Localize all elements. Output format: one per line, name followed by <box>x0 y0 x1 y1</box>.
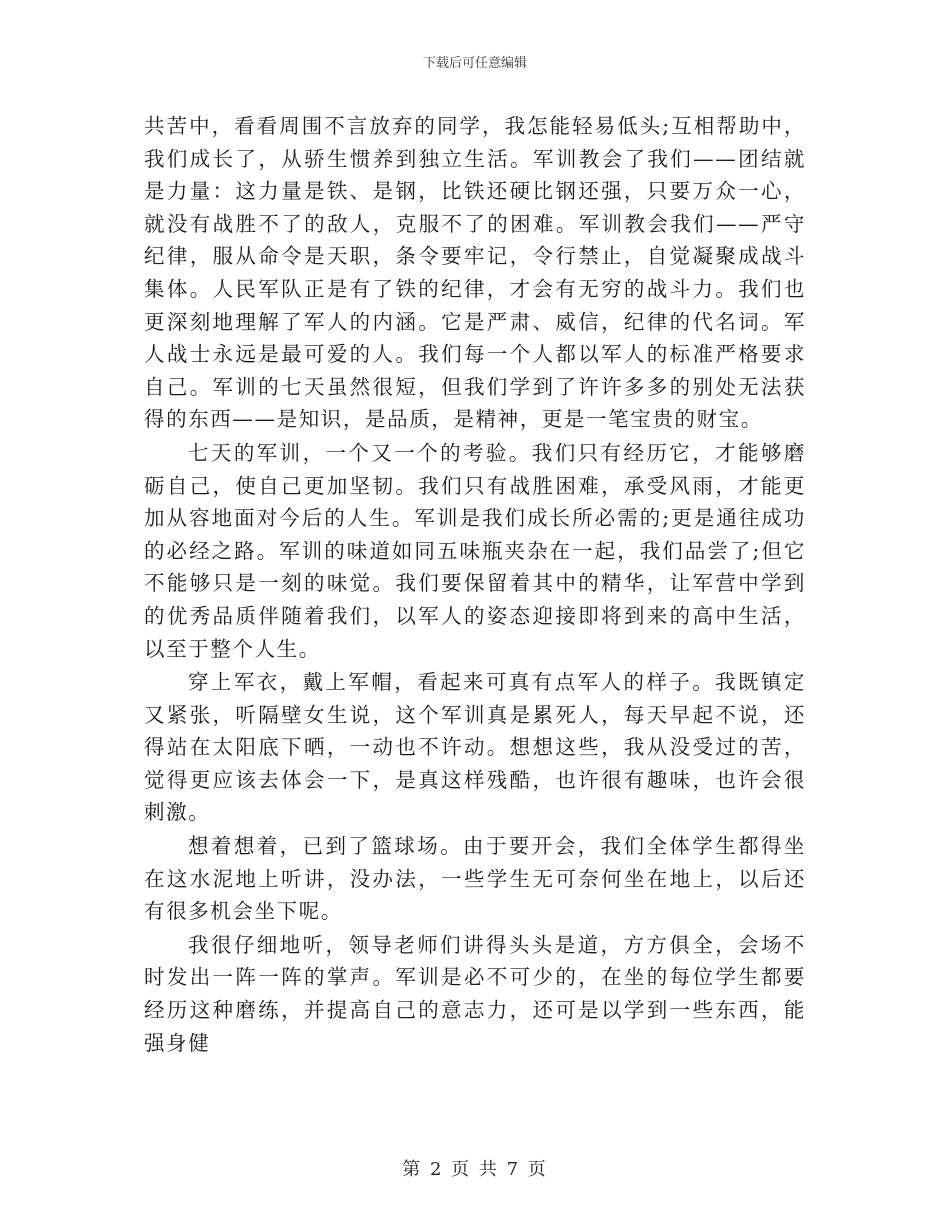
paragraph-3: 穿上军衣，戴上军帽，看起来可真有点军人的样子。我既镇定又紧张，听隔壁女生说，这个军训真是累死人，每天早起不说，还得站在太阳底下晒，一动也不许动。想想这些，我从没受过的苦，觉得更应该去体会一下，是真这样残酷，也许很有趣味，也许会很刺激。 <box>144 670 806 825</box>
page-header-note: 下载后可任意编辑 <box>422 56 527 71</box>
paragraph-1: 共苦中，看看周围不言放弃的同学，我怎能轻易低头;互相帮助中，我们成长了，从骄生惯养到独立生活。军训教会了我们——团结就是力量：这力量是铁、是钢，比铁还硬比钢还强，只要万众一心，就没有战胜不了的敌人，克服不了的困难。军训教会我们——严守纪律，服从命令是天职，条令要牢记，令行禁止，自觉凝聚成战斗集体。人民军队正是有了铁的纪律，才会有无穷的战斗力。我们也更深刻地理解了军人的内涵。它是严肃、威信，纪律的代名词。军人战士永远是最可爱的人。我们每一个人都以军人的标准严格要求自己。军训的七天虽然很短，但我们学到了许许多多的别处无法获得的东西——是知识，是品质，是精神，更是一笔宝贵的财宝。 <box>144 114 806 432</box>
paragraph-5: 我很仔细地听，领导老师们讲得头头是道，方方俱全，会场不时发出一阵一阵的掌声。军训是必不可少的，在坐的每位学生都要经历这种磨练，并提高自己的意志力，还可是以学到一些东西，能强身健 <box>144 932 806 1055</box>
paragraph-2: 七天的军训，一个又一个的考验。我们只有经历它，才能够磨砺自己，使自己更加坚韧。我们只有战胜困难，承受风雨，才能更加从容地面对今后的人生。军训是我们成长所必需的;更是通往成功的必经之路。军训的味道如同五味瓶夹杂在一起，我们品尝了;但它不能够只是一刻的味觉。我们要保留着其中的精华，让军营中学到的优秀品质伴随着我们，以军人的姿态迎接即将到来的高中生活，以至于整个人生。 <box>144 440 806 661</box>
paragraph-4: 想着想着，已到了篮球场。由于要开会，我们全体学生都得坐在这水泥地上听讲，没办法，一些学生无可奈何坐在地上，以后还有很多机会坐下呢。 <box>144 834 806 924</box>
document-body <box>144 110 806 1059</box>
page-number: 第 2 页 共 7 页 <box>402 1159 548 1180</box>
